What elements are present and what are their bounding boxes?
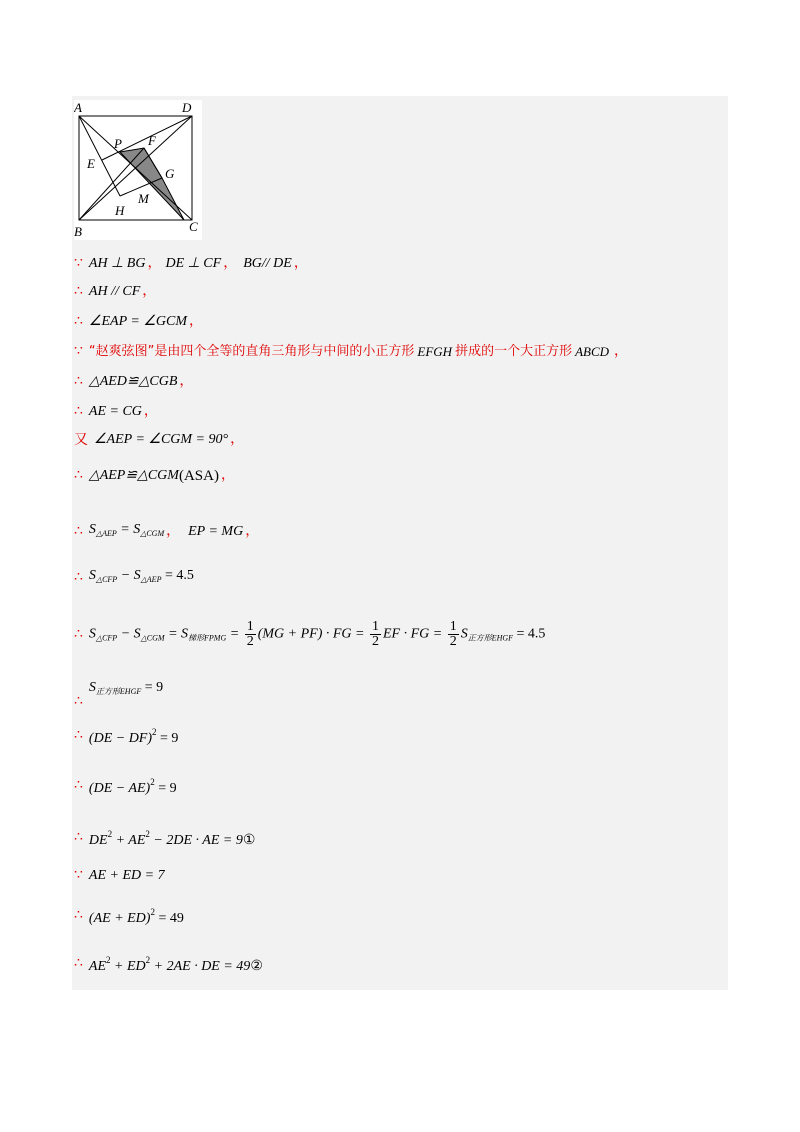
line-6: ∴ AE = CG ， [74,404,158,419]
line-17: ∴ (AE + ED)$^2$ = 49 [74,907,184,926]
line-4: ∵ “赵爽弦图”是由四个全等的直角三角形与中间的小正方形 EFGH 拼成的一个大正方形 ABCD ， [74,344,629,359]
line-3: ∴ ∠EAP = ∠GCM ， [74,314,203,329]
label-A: A [74,100,82,115]
line-11: ∴ $S_{\triangle CFP} - S_{\triangle CGM} = S_{梯形FPMG}$ = $\frac{1}{2}$ (MG + PF) · FG = $\frac{1}{2}$ EF · FG = $\frac{1}{2}$ $S_{正方形EHGF} = 4.5$ [74,619,546,649]
line-8: ∴ △AEP≌△CGM (ASA) ， [74,468,235,484]
label-F: F [148,133,156,148]
label-H: H [115,203,125,218]
line-1: ∵ AH ⊥ BG ， DE ⊥ CF ， BG// DE ， [74,256,308,271]
line-14: ∴ (DE − AE)$^2$ = 9 [74,777,177,796]
line-15: ∴ $DE^2 + AE^2 - 2DE$ · AE = 9① [74,829,256,848]
shaded-region [120,148,184,220]
label-P: P [114,136,122,151]
line-5: ∴ △AED≌△CGB ， [74,374,194,389]
square-diagram [74,100,202,240]
label-E: E [87,156,95,171]
line-7: 又 ∠AEP = ∠CGM = 90° ， [74,432,245,448]
line-18: ∴ $AE^2 + ED^2 + 2AE$ · DE = 49② [74,955,263,974]
line-10: ∴ $S_{\triangle CFP} - S_{\triangle AEP} = 4.5$ [74,568,194,585]
line-16: ∵ AE + ED = 7 [74,868,165,883]
line-9: ∴ $S_{\triangle AEP} = S_{\triangle CGM}$ ， EP = MG ， [74,522,260,539]
line-2: ∴ AH // CF ， [74,284,157,299]
label-M: M [138,191,149,206]
line-12: ∴ $S_{正方形EHGF} = 9$ [74,680,164,709]
label-B: B [74,224,82,239]
zhao-shuang-figure [74,100,202,240]
label-D: D [182,100,192,115]
label-G: G [165,166,175,181]
label-C: C [189,219,198,234]
line-13: ∴ (DE − DF)$^2$ = 9 [74,727,179,746]
